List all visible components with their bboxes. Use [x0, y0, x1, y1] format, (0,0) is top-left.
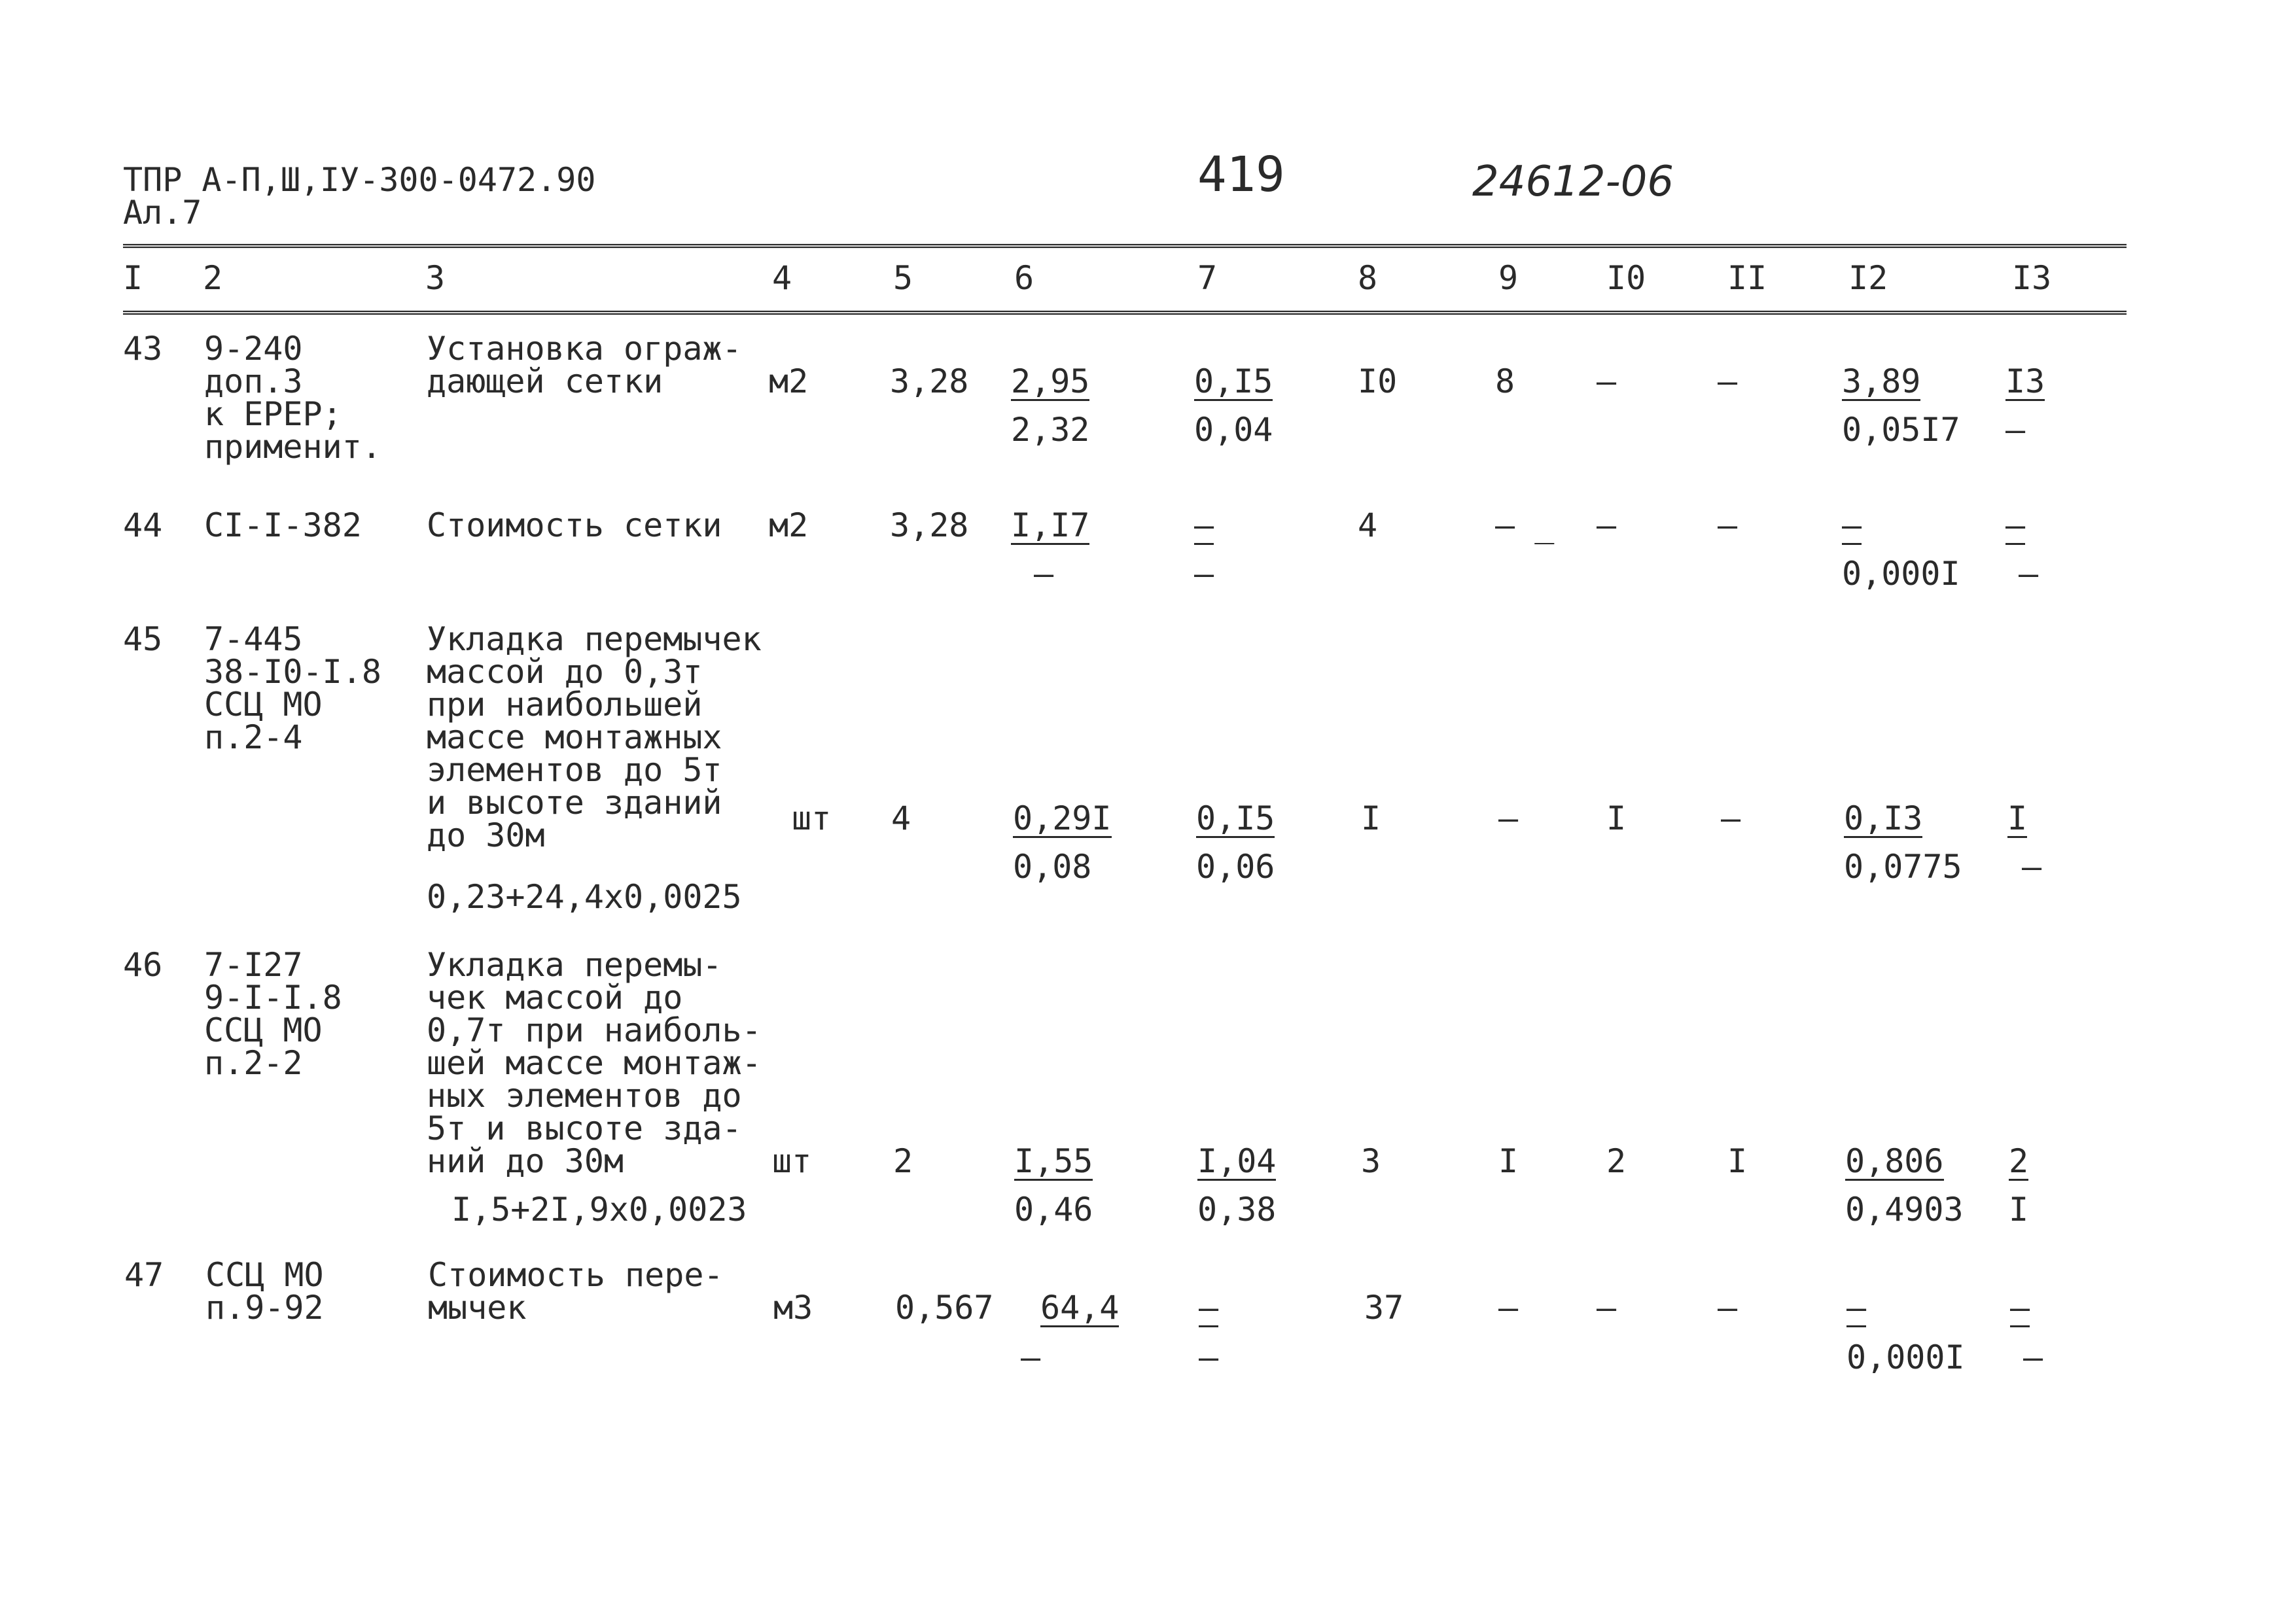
col13-bottom: I [2009, 1191, 2029, 1229]
norm-code-line: CI-I-382 [204, 506, 362, 544]
col11-value: – [1718, 362, 1738, 400]
col7-bottom: 0,06 [1196, 848, 1275, 886]
col8-value: I0 [1358, 362, 1398, 400]
col6-top: I,55 [1014, 1142, 1093, 1180]
col12-bottom: 0,000I [1846, 1338, 1965, 1376]
col13-top: I [2007, 799, 2028, 837]
quantity: 4 [891, 799, 911, 837]
col6-bottom: 0,08 [1013, 848, 1092, 886]
col-header-9: 9 [1498, 259, 1519, 297]
col12-top: 0,I3 [1844, 799, 1923, 837]
document-code: ТПР А-П,Ш,ІУ-300-0472.90 [123, 161, 596, 199]
header-rule-bottom [123, 310, 2127, 315]
col-header-4: 4 [772, 259, 792, 297]
work-description-line: Установка ограж- [427, 330, 742, 368]
work-description-line: элементов до 5т [427, 751, 722, 789]
col7-top: I,04 [1197, 1142, 1277, 1180]
col-header-3: 3 [425, 259, 446, 297]
col10-value: I [1606, 799, 1627, 837]
norm-code-line: 7-445 [204, 620, 303, 658]
col6-bottom: 0,46 [1014, 1191, 1093, 1229]
work-description-line: и высоте зданий [427, 784, 722, 822]
col13-bottom: – [2005, 411, 2026, 449]
col8-value: I [1361, 799, 1381, 837]
col13-bottom: – [2022, 848, 2042, 886]
calculation-formula: 0,23+24,4х0,0025 [427, 878, 742, 916]
work-description-line: чек массой до [427, 979, 683, 1017]
col7-top: 0,I5 [1196, 799, 1275, 837]
row-number: 43 [123, 330, 163, 368]
norm-code-line: 9-I-I.8 [204, 979, 342, 1017]
col6-top: 64,4 [1040, 1289, 1120, 1327]
norm-code-line: ССЦ МО [204, 686, 323, 724]
unit: м2 [769, 506, 809, 544]
work-description-line: Укладка перемы- [427, 946, 722, 984]
col9-value: I [1498, 1142, 1519, 1180]
unit: шт [772, 1142, 812, 1180]
col-header-6: 6 [1014, 259, 1034, 297]
col7-bottom: 0,04 [1194, 411, 1273, 449]
quantity: 3,28 [890, 506, 969, 544]
col7-top: 0,I5 [1194, 362, 1273, 400]
col12-bottom: 0,0775 [1844, 848, 1962, 886]
unit: шт [792, 799, 832, 837]
col10-value: 2 [1606, 1142, 1627, 1180]
col7-bottom: – [1194, 555, 1214, 593]
col13-top: – [2010, 1289, 2030, 1327]
col8-value: 3 [1361, 1142, 1381, 1180]
col6-top: 2,95 [1011, 362, 1090, 400]
row-number: 47 [124, 1256, 164, 1294]
work-description-line: Укладка перемычек [427, 620, 762, 658]
work-description-line: при наибольшей [427, 686, 703, 724]
col6-top: 0,29I [1013, 799, 1112, 837]
header-rule-top [123, 243, 2127, 249]
work-description-line: массой до 0,3т [427, 653, 703, 691]
quantity: 3,28 [890, 362, 969, 400]
col9-value: – [1498, 799, 1519, 837]
sheet-label: Ал.7 [123, 194, 202, 232]
col9-value: 8 [1495, 362, 1515, 400]
unit: м3 [773, 1289, 813, 1327]
col-header-11: II [1727, 259, 1767, 297]
col6-bottom: 2,32 [1011, 411, 1090, 449]
work-description-line: дающей сетки [427, 362, 663, 400]
col13-top: I3 [2005, 362, 2045, 400]
col12-bottom: 0,000I [1842, 555, 1960, 593]
norm-code-line: ССЦ МО [205, 1256, 324, 1294]
norm-code-line: применит. [204, 428, 381, 466]
handwritten-code: 24612-06 [1472, 158, 1674, 206]
col10-value: – [1597, 362, 1617, 400]
work-description-line: массе монтажных [427, 718, 722, 756]
work-description-line: Стоимость пере- [428, 1256, 724, 1294]
col6-bottom: – [1021, 1338, 1041, 1376]
row-number: 44 [123, 506, 163, 544]
col-header-8: 8 [1358, 259, 1378, 297]
col-header-13: I3 [2012, 259, 2052, 297]
col-header-7: 7 [1197, 259, 1218, 297]
col11-value: – [1718, 506, 1738, 544]
col8-value: 4 [1358, 506, 1378, 544]
col12-bottom: 0,05I7 [1842, 411, 1960, 449]
norm-code-line: п.9-92 [205, 1289, 324, 1327]
row-number: 45 [123, 620, 163, 658]
norm-code-line: 7-I27 [204, 946, 303, 984]
col11-value: I [1727, 1142, 1748, 1180]
work-description-line: 5т и высоте зда- [427, 1109, 742, 1147]
quantity: 0,567 [895, 1289, 994, 1327]
col11-value: – [1721, 799, 1741, 837]
col12-top: 0,806 [1845, 1142, 1944, 1180]
col9-value: – _ [1495, 506, 1555, 544]
page-number: 419 [1197, 147, 1285, 203]
col13-bottom: – [2023, 1338, 2043, 1376]
col7-bottom: – [1199, 1338, 1219, 1376]
col13-top: 2 [2009, 1142, 2029, 1180]
col7-top: – [1199, 1289, 1219, 1327]
col-header-2: 2 [203, 259, 223, 297]
work-description-line: ных элементов до [427, 1077, 742, 1115]
col-header-12: I2 [1848, 259, 1888, 297]
work-description-line: 0,7т при наиболь- [427, 1011, 762, 1049]
work-description-line: шей массе монтаж- [427, 1044, 762, 1082]
col8-value: 37 [1364, 1289, 1404, 1327]
unit: м2 [769, 362, 809, 400]
col-header-5: 5 [893, 259, 913, 297]
work-description-line: Стоимость сетки [427, 506, 722, 544]
col13-bottom: – [2019, 555, 2039, 593]
norm-code-line: п.2-4 [204, 718, 303, 756]
norm-code-line: 38-I0-I.8 [204, 653, 381, 691]
norm-code-line: доп.3 [204, 362, 303, 400]
work-description-line: мычек [428, 1289, 527, 1327]
norm-code-line: ССЦ МО [204, 1011, 323, 1049]
col7-bottom: 0,38 [1197, 1191, 1277, 1229]
norm-code-line: к ЕРЕР; [204, 395, 342, 433]
col12-top: – [1842, 506, 1862, 544]
row-number: 46 [123, 946, 163, 984]
col12-top: 3,89 [1842, 362, 1921, 400]
norm-code-line: 9-240 [204, 330, 303, 368]
col10-value: – [1597, 1289, 1617, 1327]
col11-value: – [1718, 1289, 1738, 1327]
col13-top: – [2005, 506, 2026, 544]
col9-value: – [1498, 1289, 1519, 1327]
col12-top: – [1846, 1289, 1867, 1327]
col-header-10: I0 [1606, 259, 1646, 297]
col6-top: I,I7 [1011, 506, 1090, 544]
quantity: 2 [893, 1142, 913, 1180]
col12-bottom: 0,4903 [1845, 1191, 1964, 1229]
norm-code-line: п.2-2 [204, 1044, 303, 1082]
col6-bottom: – [1034, 555, 1054, 593]
calculation-formula: I,5+2I,9х0,0023 [451, 1191, 747, 1229]
work-description-line: ний до 30м [427, 1142, 624, 1180]
col10-value: – [1597, 506, 1617, 544]
col-header-1: I [123, 259, 143, 297]
work-description-line: до 30м [427, 816, 545, 854]
col7-top: – [1194, 506, 1214, 544]
